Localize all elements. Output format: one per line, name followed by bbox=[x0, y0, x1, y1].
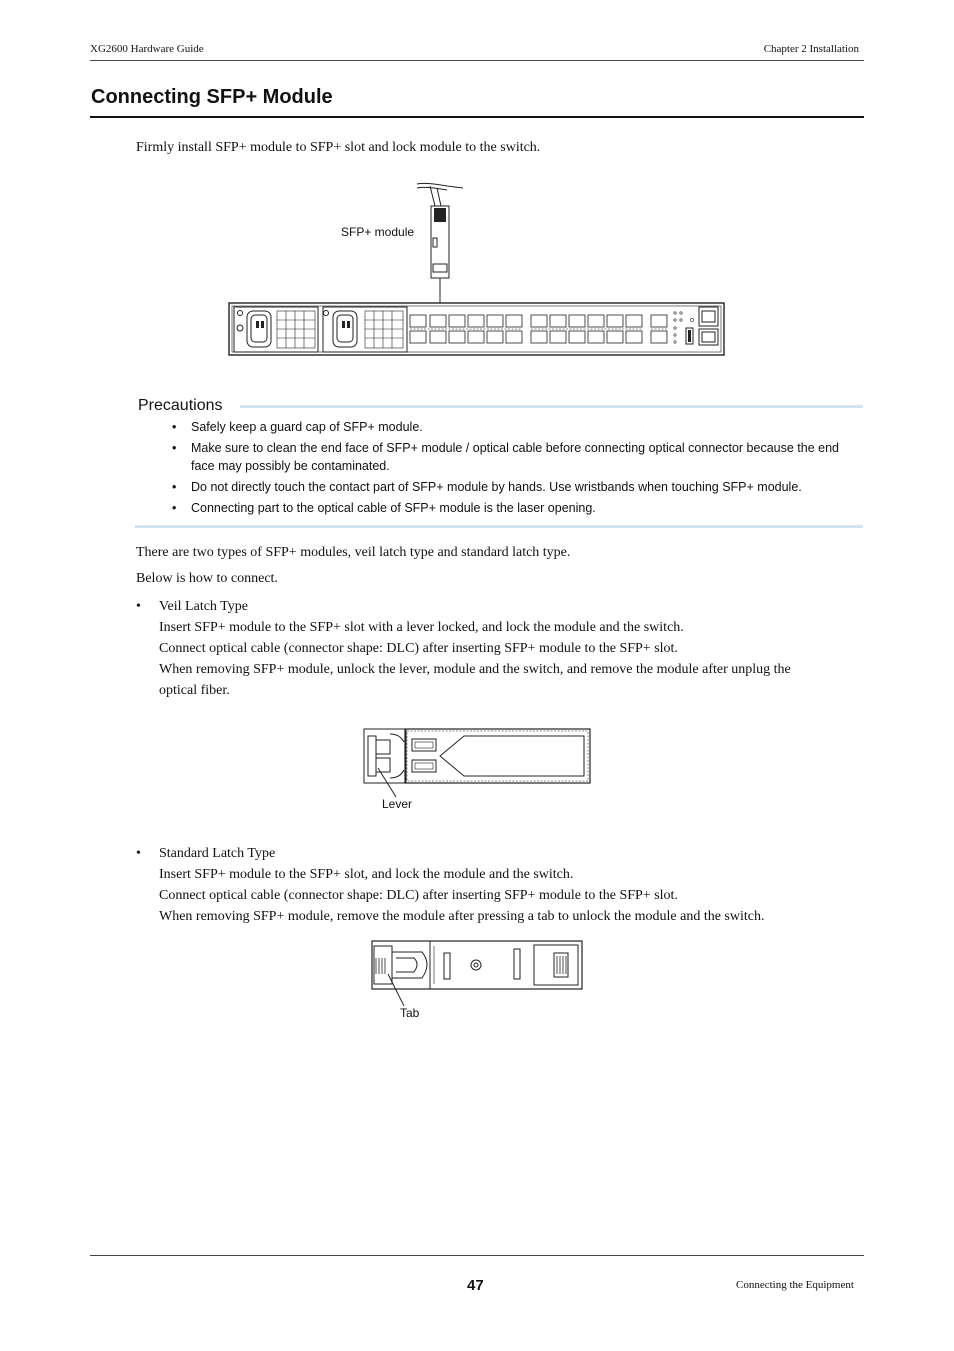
standard-latch-line: Connect optical cable (connector shape: DLC) after inserting SFP+ module to the SFP+ slot. bbox=[159, 888, 678, 903]
tab-label: Tab bbox=[400, 1006, 420, 1020]
section-title: Connecting SFP+ Module bbox=[91, 86, 333, 108]
standard-latch-line: Insert SFP+ module to the SFP+ slot, and lock the module and the switch. bbox=[159, 867, 574, 882]
below-text: Below is how to connect. bbox=[136, 571, 278, 586]
standard-latch-figure bbox=[366, 936, 586, 1024]
standard-latch-title: Standard Latch Type bbox=[159, 846, 276, 861]
precaution-item: • Do not directly touch the contact part of SFP+ module by hands. Use wristbands when touching SFP+ module. bbox=[172, 478, 862, 496]
sfp-module-label: SFP+ module bbox=[341, 225, 415, 239]
header-doc-title: XG2600 Hardware Guide bbox=[90, 43, 204, 55]
header-divider bbox=[90, 60, 864, 61]
switch-sfp-figure bbox=[225, 176, 730, 358]
precautions-top-rule bbox=[240, 405, 863, 408]
header-chapter: Chapter 2 Installation bbox=[763, 43, 859, 55]
standard-latch-section bbox=[136, 843, 846, 927]
standard-latch-line: When removing SFP+ module, remove the module after pressing a tab to unlock the module and the switch. bbox=[159, 909, 765, 924]
precaution-item: • Make sure to clean the end face of SFP+ module / optical cable before connecting optical connector because the end face may possibly be contaminated. bbox=[172, 439, 862, 475]
veil-latch-title: Veil Latch Type bbox=[159, 599, 248, 614]
footer-section: Connecting the Equipment bbox=[736, 1279, 854, 1291]
intro-text: Firmly install SFP+ module to SFP+ slot and lock module to the switch. bbox=[136, 140, 541, 155]
precautions-title: Precautions bbox=[138, 397, 223, 414]
page-number: 47 bbox=[467, 1277, 484, 1294]
title-divider bbox=[90, 116, 864, 118]
lever-label: Lever bbox=[382, 797, 413, 811]
precaution-item: • Safely keep a guard cap of SFP+ module. bbox=[172, 418, 862, 436]
precautions-bottom-rule bbox=[135, 525, 863, 528]
veil-latch-line: When removing SFP+ module, unlock the lever, module and the switch, and remove the module after unplug the bbox=[159, 662, 791, 677]
precaution-item: • Connecting part to the optical cable of SFP+ module is the laser opening. bbox=[172, 499, 862, 517]
veil-latch-line: optical fiber. bbox=[159, 683, 230, 698]
types-text: There are two types of SFP+ modules, veil latch type and standard latch type. bbox=[136, 545, 571, 560]
bullet-dot: • bbox=[136, 599, 141, 614]
veil-latch-figure bbox=[360, 724, 594, 816]
veil-latch-section bbox=[136, 596, 846, 701]
veil-latch-line: Insert SFP+ module to the SFP+ slot with a lever locked, and lock the module and the switch. bbox=[159, 620, 684, 635]
footer-divider bbox=[90, 1255, 864, 1256]
bullet-dot: • bbox=[136, 846, 141, 861]
veil-latch-line: Connect optical cable (connector shape: DLC) after inserting SFP+ module to the SFP+ slot. bbox=[159, 641, 678, 656]
precautions-list bbox=[172, 418, 862, 520]
